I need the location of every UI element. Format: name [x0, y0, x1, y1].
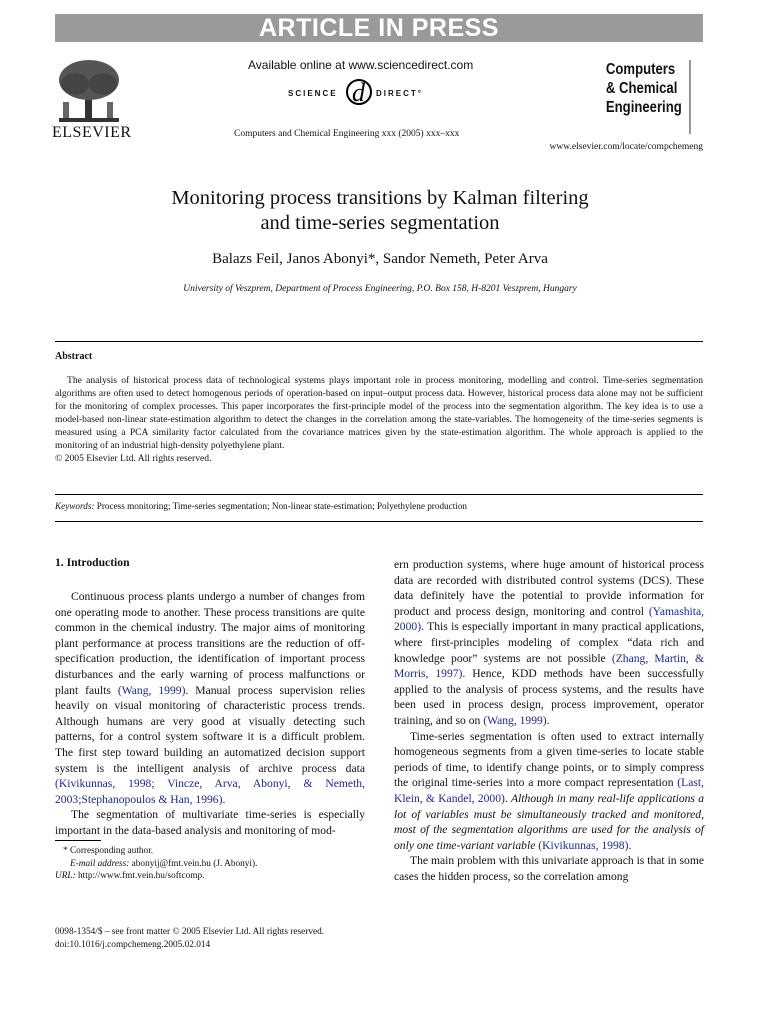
svg-text:d: d [352, 78, 365, 106]
journal-url[interactable]: www.elsevier.com/locate/compchemeng [549, 142, 703, 152]
article-title [90, 186, 670, 236]
paragraph: The segmentation of multivariate time-series is especially important in the data-based analysis and monitoring of mod- [55, 808, 365, 837]
paragraph: The main problem with this univariate approach is that in some cases the hidden process, so the correlation among [394, 854, 704, 883]
affiliation: University of Veszprem, Department of Process Engineering, P.O. Box 158, H-8201 Veszprem, Hungary [183, 284, 577, 294]
publisher-name: ELSEVIER [52, 124, 132, 141]
sciencedirect-d-icon [343, 76, 377, 106]
sciencedirect-right: DIRECT° [376, 89, 423, 98]
citation-link[interactable]: (Kivikunnas, 1998) [538, 838, 629, 852]
email-address[interactable]: abonyij@fmt.vein.hu (J. Abonyi). [131, 858, 258, 869]
abstract-text: The analysis of historical process data of technological systems plays important role in process monitoring, modelling and control. Time-series segmentation algorithms are often used to detect homogenous periods of operation-based on input–output process data. However, historical process data alone may not be sufficient for the monitoring of complex processes. This paper incorporates the first-principle model of the process into the segmentation algorithm. The key idea is to use a model-based non-linear state-estimation algorithm to detect the changes in the correlation among the state-variables. The homogeneity of the time-series segments is measured using a PCA similarity factor calculated from the covariance matrices given by the state-estimation algorithm. The whole approach is applied to the monitoring of an industrial high-density polyethylene plant. [55, 375, 703, 451]
journal-title [601, 60, 690, 134]
abstract-heading: Abstract [55, 351, 93, 362]
corresponding-author: * Corresponding author. [63, 846, 154, 856]
left-column [55, 589, 365, 839]
citation-link[interactable]: (Last, Klein, & Kandel, 2000) [394, 776, 704, 805]
authors: Balazs Feil, Janos Abonyi*, Sandor Nemeth, Peter Arva [212, 251, 548, 267]
available-online-text: Available online at www.sciencedirect.com [248, 58, 474, 72]
abstract-copyright: © 2005 Elsevier Ltd. All rights reserved. [55, 453, 212, 464]
journal-title-line: Computers [605, 61, 676, 78]
citation-link[interactable]: (Wang, 1999) [483, 713, 547, 727]
email-line: E-mail address: abonyij@fmt.vein.hu (J. Abonyi). [70, 858, 258, 869]
article-in-press-banner: ARTICLE IN PRESS [55, 14, 703, 42]
footnote-url[interactable]: http://www.fmt.vein.hu/softcomp. [78, 871, 205, 881]
journal-title-line: Engineering [605, 99, 682, 116]
paragraph: Time-series segmentation is often used to extract internally homogeneous segments from a given time-series to locate stable periods of time, to identify change points, or to simply compress the original time-series into a more compact representation (Last, Klein, & Kandel, 2000). Although in many real-life applications a lot of variables must be simultaneously tracked and monitored, most of the segmentation algorithms are used for the analysis of only one time-variant variable (Kivikunnas, 1998). [394, 729, 704, 852]
keywords [55, 501, 703, 511]
issn-line: 0098-1354/$ – see front matter © 2005 Elsevier Ltd. All rights reserved. [55, 927, 325, 937]
keywords-list: Process monitoring; Time-series segmentation; Non-linear state-estimation; Polyethylene production [96, 501, 468, 511]
paragraph: Continuous process plants undergo a number of changes from one operating mode to another. These process transitions are quite common in the chemical industry. The major aims of monitoring plant performance at process transitions are the reduction of off-specification production, the identification of important process disturbances and the early warning of process malfunctions or plant faults (Wang, 1999). Manual process supervision relies heavily on visual monitoring of characteristic process trends. Although humans are very good at visually detecting such patterns, for a control system software it is a difficult problem. The first step toward building an automatized decision support system is the intelligent analysis of archive process data (Kivikunnas, 1998; Vincze, Arva, Abonyi, & Nemeth, 2003;Stephanopoulos & Han, 1996). [55, 590, 365, 806]
citation-link[interactable]: (Yamashita, 2000) [394, 604, 704, 634]
divider-bottom [55, 521, 703, 522]
title-line-1: Monitoring process transitions by Kalman filtering [171, 187, 589, 209]
paragraph: ern production systems, where huge amount of historical process data are recorded with distributed control systems (DCS). These data definitely have the potential to provide information for product and process design, monitoring and control (Yamashita, 2000). This is especially important in many practical applications, where first-principles modeling of complex “data rich and knowledge poor” systems are not possible (Zhang, Martin, & Morris, 1997). Hence, KDD methods have been successfully applied to the analysis of process systems, and the results have been used in process design, process improvement, operator training, and so on (Wang, 1999). [394, 558, 705, 727]
journal-reference: Computers and Chemical Engineering xxx (2005) xxx–xxx [234, 129, 460, 139]
keywords-label: Keywords: [55, 501, 95, 511]
url-line: URL: http://www.fmt.vein.hu/softcomp. [55, 871, 205, 881]
elsevier-tree-logo [55, 58, 123, 124]
citation-link[interactable]: (Zhang, Martin, & Morris, 1997) [394, 651, 704, 681]
right-column [394, 557, 704, 884]
divider-keywords [55, 494, 703, 495]
divider-top [55, 341, 703, 342]
citation-link[interactable]: (Wang, 1999) [117, 683, 186, 697]
footnote-rule [55, 840, 101, 841]
publication-info [55, 926, 324, 951]
journal-title-line: & Chemical [605, 80, 678, 97]
abstract-body [55, 374, 703, 465]
citation-link[interactable]: (Kivikunnas, 1998; Vincze, Arva, Abonyi, & Nemeth, 2003;Stephanopoulos & Han, 1996) [55, 777, 365, 806]
doi-line[interactable]: doi:10.1016/j.compchemeng.2005.02.014 [55, 939, 211, 950]
section-heading: 1. Introduction [55, 556, 130, 569]
title-line-2: and time-series segmentation [260, 212, 500, 234]
sciencedirect-left: SCIENCE [288, 89, 338, 98]
footnote [55, 845, 257, 883]
